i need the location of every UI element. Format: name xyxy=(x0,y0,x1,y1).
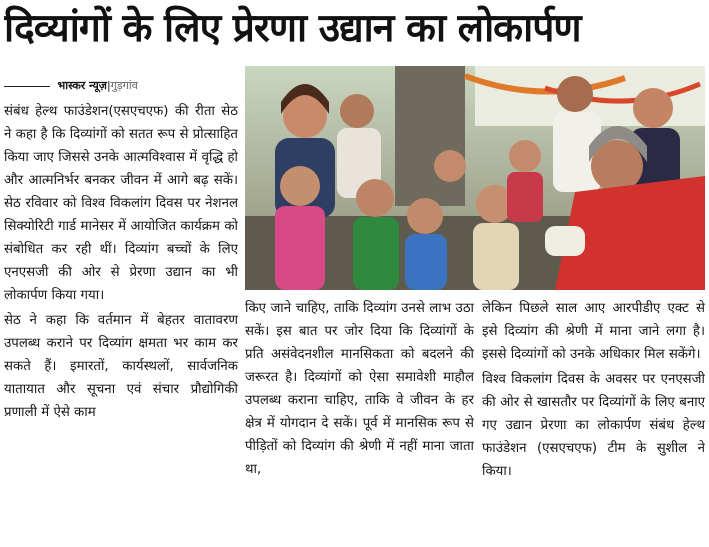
article-paragraph: किए जाने चाहिए, ताकि दिव्यांग उनसे लाभ उठा सकें। इस बात पर जोर दिया कि दिव्यांगों के प्रति असंवेदनशील मानसिकता को बदलने की जरूरत है। दिव्यांगों को ऐसा समावेशी माहौल उपलब्ध कराना चाहिए, ताकि वे जीवन के हर क्षेत्र में योगदान दे सकें। पूर्व में मानसिक रूप से पीड़ितों को दिव्यांग की श्रेणी में नहीं माना जाता था, xyxy=(245,301,474,477)
article-paragraph: लेकिन पिछले साल आए आरपीडीए एक्ट से इसे दिव्यांग की श्रेणी में माना जाने लगा है। इससे दिव्यांगों को उनके अधिकार मिल सकेंगे। xyxy=(482,301,705,362)
article-paragraph: विश्व विकलांग दिवस के अवसर पर एनएसजी की ओर से खासतौर पर दिव्यांगों के लिए बनाए गए उद्यान प्रेरणा का लोकार्पण संबंध हेल्थ फाउंडेशन (एसएचएफ) टीम के सुशील ने किया। xyxy=(482,372,705,479)
byline-rule xyxy=(4,86,50,87)
byline xyxy=(4,76,242,96)
article-paragraph: संबंध हेल्थ फाउंडेशन(एसएचएफ) की रीता सेठ ने कहा है कि दिव्यांगों को सतत रूप से प्रोत्साहित किया जाए जिससे उनके आत्मविश्वास में वृद्धि हो और आत्मनिर्भर बनकर जीवन में आगे बढ़ सकें। सेठ रविवार को विश्व विकलांग दिवस पर नेशनल सिक्योरिटी गार्ड मानेसर में आयोजित कार्यक्रम को संबोधित कर रही थीं। दिव्यांग बच्चों के लिए एनएसजी की ओर से प्रेरणा उद्यान का भी लोकार्पण किया गया। xyxy=(4,104,238,303)
article-column-1 xyxy=(4,100,238,547)
article-column-2 xyxy=(245,297,474,547)
news-photo xyxy=(245,66,705,290)
byline-separator: | xyxy=(106,79,111,92)
byline-source: भास्कर न्यूज़ xyxy=(57,79,107,92)
article-paragraph: सेठ ने कहा कि वर्तमान में बेहतर वातावरण उपलब्ध कराने पर दिव्यांग क्षमता भर काम कर सकते हैं। इमारतों, कार्यस्थलों, सार्वजनिक यातायात और सूचना एवं संचार प्रौद्योगिकी प्रणाली में ऐसे काम xyxy=(4,313,238,420)
headline: दिव्यांगों के लिए प्रेरणा उद्यान का लोकार्पण xyxy=(4,6,581,51)
news-photo-illustration xyxy=(245,66,705,290)
byline-city: गुड़गांव xyxy=(110,79,138,92)
article-column-3 xyxy=(482,297,705,547)
